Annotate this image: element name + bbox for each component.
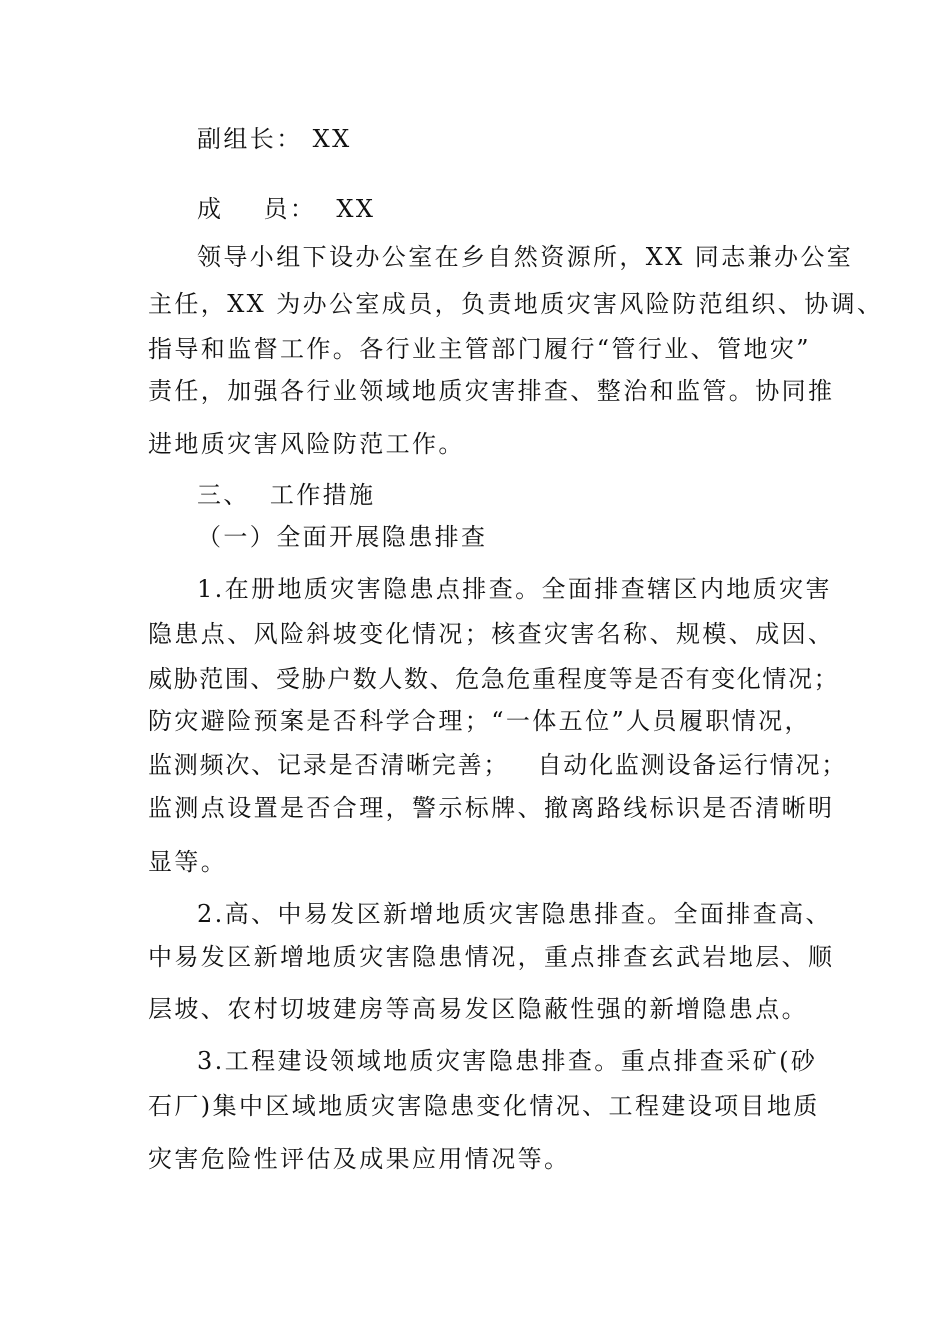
item-2-line: 2.高、中易发区新增地质灾害隐患排查。全面排查高、: [197, 900, 832, 928]
members-line: 成 员： XX: [197, 195, 376, 223]
deputy-leader-line: 副组长： XX: [197, 125, 352, 153]
item-1-line: 威胁范围、受胁户数人数、危急危重程度等是否有变化情况；: [148, 665, 840, 693]
section-heading: 三、 工作措施: [197, 481, 376, 509]
body-paragraph-line: 领导小组下设办公室在乡自然资源所，XX 同志兼办公室: [197, 243, 854, 271]
item-3-line: 3.工程建设领域地质灾害隐患排查。重点排查采矿(砂: [197, 1047, 818, 1075]
body-paragraph-line: 进地质灾害风险防范工作。: [148, 430, 465, 458]
item-1-line: 监测点设置是否合理，警示标牌、撤离路线标识是否清晰明: [148, 794, 835, 822]
item-1-line: 1.在册地质灾害隐患点排查。全面排查辖区内地质灾害: [197, 575, 832, 603]
item-3-line: 灾害危险性评估及成果应用情况等。: [148, 1145, 571, 1173]
subsection-heading: （一）全面开展隐患排查: [197, 523, 488, 551]
item-3-line: 石厂)集中区域地质灾害隐患变化情况、工程建设项目地质: [148, 1092, 820, 1120]
item-1-line: 显等。: [148, 848, 228, 876]
item-2-line: 层坡、农村切坡建房等高易发区隐蔽性强的新增隐患点。: [148, 995, 808, 1023]
item-1-line: 隐患点、风险斜坡变化情况；核查灾害名称、规模、成因、: [148, 620, 835, 648]
body-paragraph-line: 指导和监督工作。各行业主管部门履行“管行业、管地灾”: [148, 335, 811, 363]
item-2-line: 中易发区新增地质灾害隐患情况，重点排查玄武岩地层、顺: [148, 943, 835, 971]
item-1-line: 防灾避险预案是否科学合理；“一体五位”人员履职情况，: [148, 707, 811, 735]
body-paragraph-line: 责任，加强各行业领域地质灾害排查、整治和监管。协同推: [148, 377, 835, 405]
item-1-line: 监测频次、记录是否清晰完善； 自动化监测设备运行情况；: [148, 751, 848, 779]
body-paragraph-line: 主任，XX 为办公室成员，负责地质灾害风险防范组织、协调、: [148, 290, 884, 318]
